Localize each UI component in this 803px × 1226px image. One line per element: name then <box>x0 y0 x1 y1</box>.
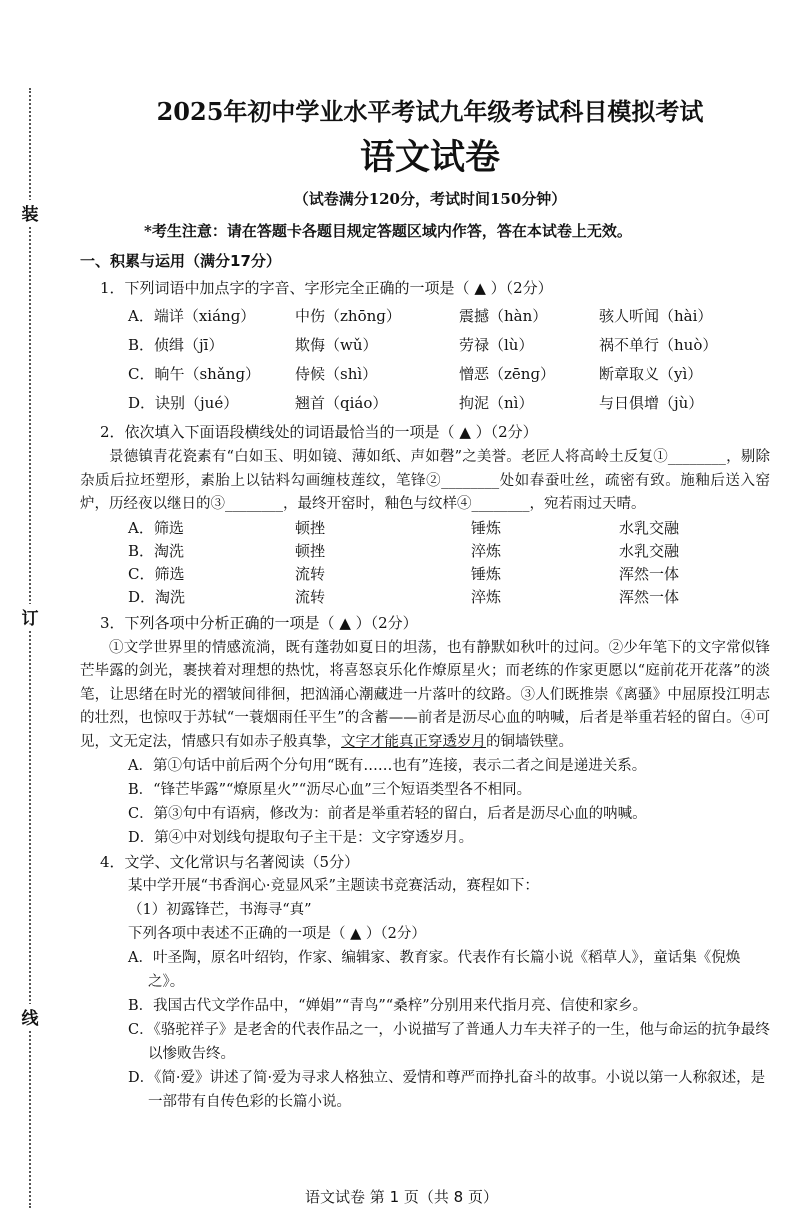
q1-d-4: 与日俱增（jù） <box>599 394 704 412</box>
binding-char-zhuang: 装 <box>20 200 40 225</box>
q3-underlined-sentence: 文字才能真正穿透岁月 <box>341 733 486 750</box>
q4-option-b: B．我国古代文学作品中，“婵娟”“青鸟”“桑梓”分别用来代指月亮、信使和家乡。 <box>128 998 648 1014</box>
q2-c-4: 浑然一体 <box>619 564 680 583</box>
q1-a-1: A．端详（xiánɡ） <box>128 307 256 325</box>
q1-a-2: 中伤（zhōnɡ） <box>295 307 401 325</box>
question-3-passage <box>80 637 770 755</box>
q1-c-4: 断章取义（yì） <box>599 365 703 383</box>
subject-title: 语文试卷 <box>359 137 500 178</box>
q1-c-3: 憎恶（zēnɡ） <box>459 365 556 383</box>
question-1-stem: 1．下列词语中加点字的字音、字形完全正确的一项是（ ▲ ）（2分） <box>100 279 553 297</box>
q1-b-4: 祸不单行（huò） <box>599 336 718 354</box>
q4-sub1-stem: 下列各项中表述不正确的一项是（ ▲ ）（2分） <box>128 926 426 942</box>
q4-sub1: （1）初露锋芒，书海寻“真” <box>128 902 312 918</box>
q3-option-a: A．第①句话中前后两个分句用“既有……也有”连接，表示二者之间是递进关系。 <box>128 758 647 774</box>
q3-option-b: B．“锋芒毕露”“燎原星火”“沥尽心血”三个短语类型各不相同。 <box>128 782 532 798</box>
q2-d-1: D．淘洗 <box>128 587 186 606</box>
q3-option-d: D．第④中对划线句提取句子主干是：文字穿透岁月。 <box>128 830 474 846</box>
q4-option-c: C．《骆驼祥子》是老舍的代表作品之一，小说描写了普通人力车夫祥子的一生，他与命运的抗争最终以惨败告终。 <box>128 1022 770 1062</box>
q1-b-2: 欺侮（wǔ） <box>295 336 378 354</box>
question-2-passage: 景德镇青花瓷素有“白如玉、明如镜、薄如纸、声如磬”之美誉。老匠人将高岭土反复①________，剔除杂质后拉坯塑形，素胎上以钴料勾画缠枝莲纹，笔锋②________处如春蚕吐丝，疏密有致。施釉后送入窑炉，历经夜以继日的③________，最终开窑时，釉色与纹样④________，宛若雨过天晴。 <box>80 449 770 512</box>
page-footer: 语文试卷 第 1 页（共 8 页） <box>305 1188 498 1206</box>
section-heading: 一、积累与运用（满分17分） <box>80 252 281 270</box>
q1-b-3: 劳禄（lù） <box>459 336 534 354</box>
q1-b-1: B．侦缉（jī） <box>128 336 224 354</box>
q3-option-c: C．第③句中有语病，修改为：前者是举重若轻的留白，后者是沥尽心血的呐喊。 <box>128 806 647 822</box>
exam-title: 2025年初中学业水平考试九年级考试科目模拟考试 <box>156 97 704 126</box>
question-4-stem: 4．文学、文化常识与名著阅读（5分） <box>100 853 360 871</box>
q4-option-d: D．《简·爱》讲述了简·爱为寻求人格独立、爱情和尊严而挣扎奋斗的故事。小说以第一人称叙述，是一部带有自传色彩的长篇小说。 <box>128 1070 766 1110</box>
q2-option-row <box>80 517 770 540</box>
q2-c-2: 流转 <box>295 564 326 583</box>
exam-meta: （试卷满分120分，考试时间150分钟） <box>293 190 567 208</box>
q1-d-3: 拘泥（nì） <box>459 394 534 412</box>
question-2-stem: 2．依次填入下面语段横线处的词语最恰当的一项是（ ▲ ）（2分） <box>100 423 538 441</box>
q2-a-1: A．筛选 <box>128 518 184 537</box>
exam-page <box>80 92 770 1114</box>
binding-char-xian: 线 <box>20 1004 40 1029</box>
q1-d-1: D．诀别（jué） <box>128 394 239 412</box>
binding-dotted-line <box>29 88 31 1208</box>
q2-c-1: C．筛选 <box>128 564 185 583</box>
q1-option-row <box>80 331 770 360</box>
q2-a-3: 锤炼 <box>471 518 502 537</box>
q1-option-row <box>80 302 770 331</box>
q4-option-a: A．叶圣陶，原名叶绍钧，作家、编辑家、教育家。代表作有长篇小说《稻草人》，童话集《倪焕之》。 <box>128 950 741 990</box>
q2-b-2: 顿挫 <box>295 541 326 560</box>
q3-passage-text: ①文学世界里的情感流淌，既有蓬勃如夏日的坦荡，也有静默如秋叶的过问。②少年笔下的文字常似锋芒毕露的剑光，裹挟着对理想的热忱，将喜怒哀乐化作燎原星火；而老练的作家更愿以“庭前花开花落”的淡笔，让思绪在时光的褶皱间徘徊，把汹涌心潮藏进一片落叶的纹路。③人们既推崇《离骚》中屈原投江明志的壮烈，也惊叹于苏轼“一蓑烟雨任平生”的含蓄——前者是沥尽心血的呐喊，后者是举重若轻的留白。④可见，文无定法，情感只有如赤子般真挚， <box>80 639 770 750</box>
q4-intro: 某中学开展“书香润心·竞显风采”主题读书竞赛活动，赛程如下： <box>128 878 539 894</box>
q2-d-4: 浑然一体 <box>619 587 680 606</box>
q2-d-3: 淬炼 <box>471 587 502 606</box>
q2-option-row <box>80 563 770 586</box>
q2-b-3: 淬炼 <box>471 541 502 560</box>
q2-a-4: 水乳交融 <box>619 518 680 537</box>
q1-option-row <box>80 360 770 389</box>
q1-option-row <box>80 389 770 418</box>
q1-a-4: 骇人听闻（hài） <box>599 307 713 325</box>
q1-a-3: 震撼（hàn） <box>459 307 548 325</box>
q2-c-3: 锤炼 <box>471 564 502 583</box>
q2-option-row <box>80 586 770 609</box>
q3-passage-end: 的铜墙铁壁。 <box>486 733 573 750</box>
exam-notice: *考生注意：请在答题卡各题目规定答题区域内作答，答在本试卷上无效。 <box>144 222 632 240</box>
q2-d-2: 流转 <box>295 587 326 606</box>
q2-option-row <box>80 540 770 563</box>
q1-c-1: C．晌午（shǎnɡ） <box>128 365 261 383</box>
q2-a-2: 顿挫 <box>295 518 326 537</box>
binding-char-ding: 订 <box>20 604 40 629</box>
q2-b-1: B．淘洗 <box>128 541 185 560</box>
q2-b-4: 水乳交融 <box>619 541 680 560</box>
question-3-stem: 3．下列各项中分析正确的一项是（ ▲ ）（2分） <box>100 613 418 632</box>
q1-c-2: 侍候（shì） <box>295 365 378 383</box>
q1-d-2: 翘首（qiáo） <box>295 394 388 412</box>
